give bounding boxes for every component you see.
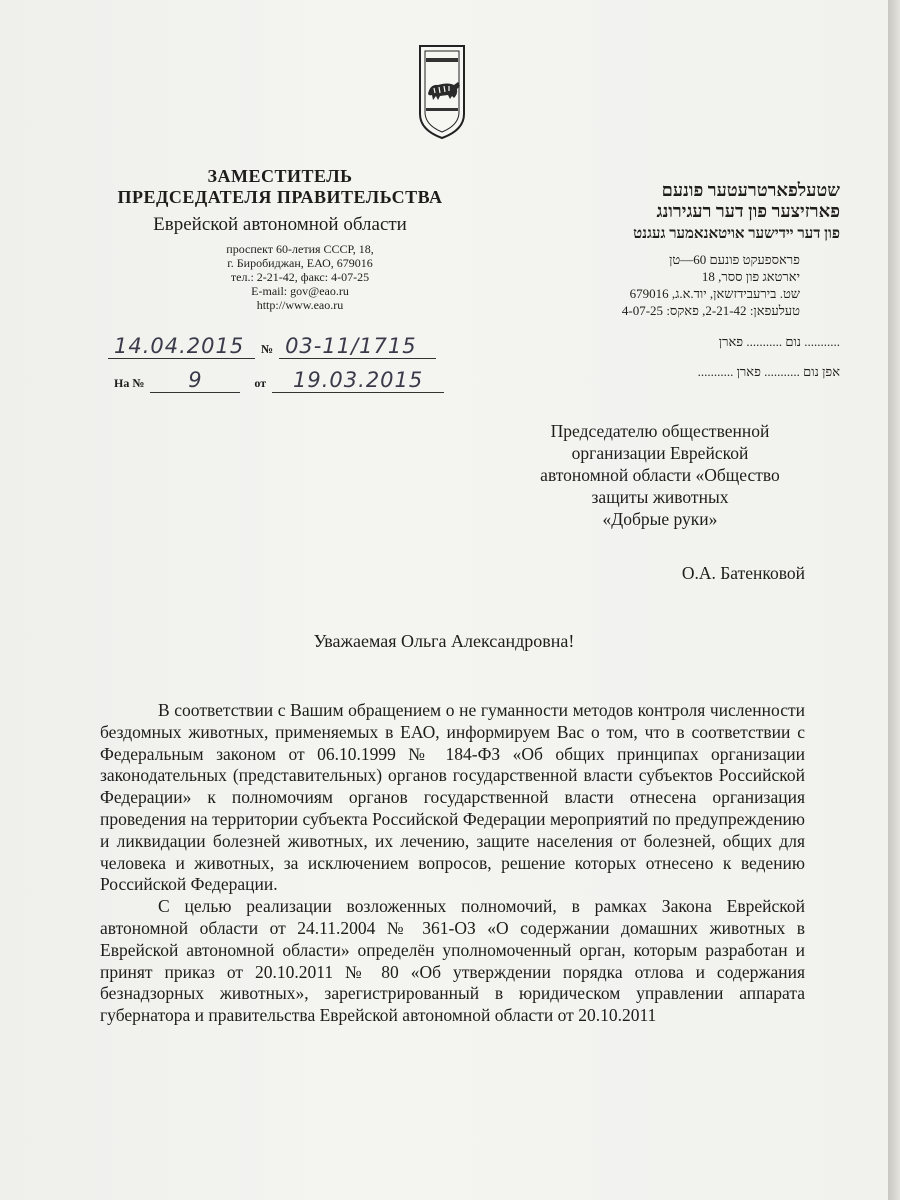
- letter-body: [100, 700, 805, 1027]
- yiddish-address: [520, 251, 840, 319]
- yiddish-title-line2: פארזיצער פון דער רעגירונג: [656, 201, 840, 221]
- addressee-line: организации Еврейской: [571, 443, 749, 463]
- addressee-line: «Добрые руки»: [602, 509, 718, 529]
- outgoing-date: 14.04.2015: [108, 334, 255, 359]
- addressee-line: защиты животных: [591, 487, 729, 507]
- outgoing-number: 03-11/1715: [279, 334, 436, 359]
- reply-date: 19.03.2015: [272, 368, 444, 393]
- yiddish-reference-fields: [520, 327, 840, 387]
- registration-row-reply: [108, 359, 444, 393]
- body-paragraph-2: С целью реализации возложенных полномочий, в рамках Закона Еврейской автономной области от 24.11.2004 № 361-ОЗ «О содержании домашних животных в Еврейской автономной области» определён уполномоченный орган, которым разработан и принят приказ от 20.10.2011 № 80 «Об утверждении порядка отлова и содержания безнадзорных животных», зарегистрированный в юридическом управлении аппарата губернатора и правительства Еврейской автономной области от 20.10.2011: [100, 896, 805, 1026]
- yiddish-ref-line2: אפן נום ........... פארן ...........: [697, 364, 840, 379]
- address-line-email: E-mail: gov@eao.ru: [251, 284, 349, 298]
- registration-row-outgoing: [108, 325, 444, 359]
- yiddish-address-line1: פראספעקט פונעם 60—טן: [669, 252, 800, 267]
- number-label: №: [261, 342, 274, 356]
- address-line-phone: тел.: 2-21-42, факс: 4-07-25: [230, 270, 370, 284]
- letterhead-yiddish: [520, 180, 840, 387]
- yiddish-ref-line1: ........... נום ........... פארן: [718, 334, 840, 349]
- yiddish-title-line1: שטעלפארטרעטער פונעם: [661, 180, 840, 200]
- letterhead-russian: [100, 166, 460, 312]
- address-line-web: http://www.eao.ru: [256, 298, 344, 312]
- letterhead-address: [100, 242, 460, 312]
- yiddish-address-line4: טעלעפאן: 2-21-42, פאקס: 4-07-25: [621, 303, 800, 318]
- salutation: Уважаемая Ольга Александровна!: [313, 631, 575, 651]
- yiddish-region: פון דער ײדישער אויטאנאמער געגנט: [633, 226, 840, 242]
- yiddish-address-line3: שט. בירעבידזשאן, יוד.א.ג, 679016: [629, 286, 800, 301]
- addressee-line: автономной области «Общество: [540, 465, 780, 485]
- yiddish-address-line2: יארטאג פון ססר, 18: [701, 269, 800, 284]
- page-edge-shadow: [888, 0, 900, 1200]
- letterhead-title-line1: ЗАМЕСТИТЕЛЬ: [207, 166, 353, 186]
- from-label: от: [254, 376, 267, 390]
- address-line-street: проспект 60-летия СССР, 18,: [226, 242, 374, 256]
- addressee-line: Председателю общественной: [550, 421, 770, 441]
- address-line-city: г. Биробиджан, ЕАО, 679016: [227, 256, 373, 270]
- registration-block: [108, 325, 444, 393]
- addressee-block: [505, 420, 815, 530]
- letterhead-title-line2: ПРЕДСЕДАТЕЛЯ ПРАВИТЕЛЬСТВА: [117, 187, 443, 207]
- reply-number: 9: [150, 368, 240, 393]
- letterhead-region: Еврейской автономной области: [153, 214, 407, 235]
- addressee-name: О.А. Батенковой: [681, 563, 805, 583]
- body-paragraph-1: В соответствии с Вашим обращением о не гуманности методов контроля численности бездомных животных, применяемых в ЕАО, информируем Вас о том, что в соответствии с Федеральным законом от 06.10.1999 № 184-ФЗ «Об общих принципах организации законодательных (представительных) органов государственной власти субъектов Российской Федерации» к полномочиям органов государственной власти отнесена организация проведения на территории субъекта Российской Федерации мероприятий по предупреждению и ликвидации болезней животных, их лечению, защите населения от болезней, общих для человека и животных, за исключением вопросов, решение которых отнесено к ведению Российской Федерации.: [100, 700, 805, 895]
- coat-of-arms-emblem: [414, 44, 470, 140]
- in-reply-label: На №: [114, 376, 145, 390]
